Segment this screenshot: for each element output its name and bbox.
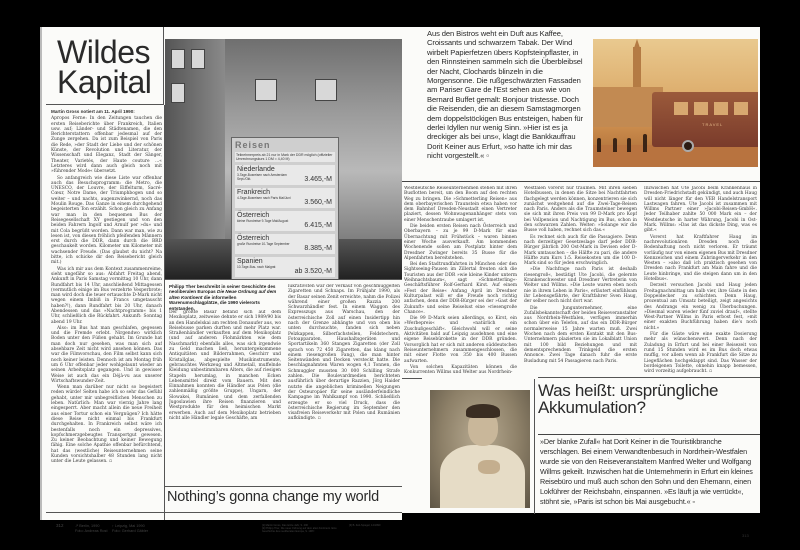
article-paragraph: Westdeutsche Reiseunternehmen stehen mit ihren Busflotten bereit, um den Boom auf den rechten Weg zu bringen. Die »Schmetterling Reisen« aus dem oberbayerischen Traunstein etwa haben vor dem Bahnhof Dresden-Neustadt einen Vertreter plaziert, dessen Wohnwagenanhänger stets von einer Menschentraube umlagert ist. <box>404 186 517 223</box>
sign-rows <box>235 165 335 277</box>
sign-description: 3-Tage-Busreisen nach Amsterdam Sept./Okt. <box>237 173 287 181</box>
article-paragraph: »Die Nachfrage nach Paris ist deshalb riesengroß«, bestätigt Ute Jacobi, die gelernte Krankenschwester und Dresdner Vertreterin von Welter und Willms. »Die Leute waren eben noch nie in ihrem Leben in Paris«, erläutert einfühlsam ihr Lebensgefährte, der Kraftfahrer Sven Haug, der selber noch nicht dort war. <box>524 267 637 305</box>
photo-bus <box>652 92 758 147</box>
sign-price-row <box>235 211 335 231</box>
caption-block <box>169 284 281 311</box>
sign-destination: Spanien <box>237 258 263 265</box>
sign-price-row <box>235 188 335 208</box>
sign-description: 10-Tage-Bus- nach Malgrat <box>237 265 276 269</box>
page-number-left: 312 <box>56 523 64 528</box>
bus-window <box>734 102 748 115</box>
byline: Martin Gross notiert am 11. April 1990: <box>51 109 135 114</box>
sign-description: große Rundreise 10-Tage September <box>237 242 290 246</box>
source-note-1: [1] Martin Gross, Das letzte Jahr, S. 290 <box>262 524 308 527</box>
portrait-hair <box>466 404 500 418</box>
caption-book-title: Die Neue Ordnung auf dem alten Kontinent <box>169 289 277 300</box>
article-paragraph: Inzwischen hat Ute Jacobi beim Krankenhaus in Dresden-Friedrichstadt gekündigt, und auch Haug will nicht länger für den VEB Handelstransport Lastwagen fahren. Ute Jacobi ist zusammen mit Willms Partner einer »Jacobi-Reisen-GmbH«. Jeder Teilhaber zahlte 50 000 Mark ein – der Westdeutsche in harter Währung, Jacobi in Ost-Mark. Willms: »Das ist das dickste Ding, was es gibt.« <box>644 186 757 234</box>
left-page <box>40 27 402 534</box>
bus-window <box>694 102 708 115</box>
photo-caption-2: ↑ Leipzig, Mai 1990 <box>112 524 145 528</box>
source-notes <box>262 524 347 533</box>
right-column-3 <box>644 186 757 386</box>
article-paragraph: Was ich mir aus dem Kontext zusammenreime, sieht ungefähr so aus: Abfahrt Freitag abend, Ankunft in Paris Samstag vormittag 10 Uhr, dann Rundfahrt bis 14 Uhr, anschließend Mittagessen (vermutlich einige im Bus verzehrte Vesperbrote; man wird doch die teuer ertauschte D-Mark nicht wegen einem Imbiß in Francs umgetauscht haben?!), dann Rundfahrt bis 20 Uhr, danach Abendessen und das »Nachtprogramm« bis 1 Uhr, schließlich die Rückfahrt. Ankunft: Sonntag abend 19 Uhr. <box>51 266 162 325</box>
bus-wheel <box>682 140 694 152</box>
column-rule <box>164 105 165 520</box>
article-paragraph: Von solchen Kapazitäten können die Konkurrenten Willms und Welter aus Nordrhein- <box>404 364 517 376</box>
margin-rule <box>402 378 422 379</box>
title-line-1: Wildes <box>57 34 151 70</box>
paris-bus-photo <box>593 39 758 167</box>
sign-price: 8.385,-M <box>304 245 332 252</box>
section-text: »Der blanke Zufall« hat Dorit Keiner in die Touristikbranche verschlagen. Bei einem Verwandtenbesuch in Nordrhein-Westfalen wurde sie von den Reiseveranstaltern Manfred Welter und Wolfgang Willms gekeilt. Inzwischen hat die Unternehmerin in Erfurt ein kleines Reisebüro und muß auch schon den Sohn und den Ehemann, einen Lokführer der Reichsbahn, einspannen. »Es läuft ja wie verrückt«, stöhnt sie, »Paris ist schon bis Mai ausgebucht.« ▫ <box>540 437 753 506</box>
sign-destination: Niederlande <box>237 166 275 173</box>
article-paragraph: Derzeit versuchen Jacobi und Haug jeden Freitagnachmittag um halb vier, ihre Gäste in den Doppeldecker zu schichten. Denn Haug, prozentual am Umsatz beteiligt, zeigt angesichts des Andrangs ein wenig zu Überbuchungen. »Diesmal waren wieder fünf zuviel drauf«, stellte West-Partner Willms in Paris erbost fest, »mit einer exakten Buchführung haben die’s noch nicht.« <box>644 283 757 331</box>
photo-window-pane <box>171 83 185 103</box>
price-sign-board <box>231 137 339 279</box>
sign-description: 4-Tage-Busreisen nach Paris Mai/Juni <box>237 196 291 200</box>
page-title <box>46 27 163 100</box>
bus-label: TRAVEL <box>702 122 724 127</box>
portrait-hand <box>478 460 500 474</box>
section-title-akkumulation: Was heißt: ursprüngliche Akkumulation? <box>538 381 719 417</box>
bus-window <box>674 102 688 115</box>
sign-destination: Österreich <box>237 235 270 242</box>
middle-column-2 <box>288 284 400 484</box>
sign-price: 3.560,-M <box>304 199 332 206</box>
caption-lead-text: die informellen Warenumschlagplätze, die 1990 vielerorts entstanden. <box>169 294 260 311</box>
sign-price-row <box>235 234 335 254</box>
title-box <box>46 27 164 105</box>
photo-credit-2 <box>112 524 148 533</box>
article-paragraph: So anfangreich wie diese Liste war offenbar auch das Besuchsprogramm: die Metro, die UNESCO, der Louvre, der Eiffelturm, Sacré-Cœur, Notre Dame, der Triumphbogen und so weiter – und nachts, augenzwinkernd, noch das Moulin Rouge. Das Ganze in einem durchgehend begeisterten Ton erzählt. Schon gleich zu Anfang war man in den bequemen Bus der Reisegesellschaft XY gestiegen und von den beiden Fahrern Ingolf und Arnulf per »du« und mit Cola begrüßt worden. Dann war man, wie zu lesen ist, von diesen fröhlich pfeifenden Männern erst durch die DDR, dann durch die BRD geschaukelt worden. Kilometer um Kilometer mit wachsender Freude. (Das glaubst du nicht? Na bitte, ich schicke dir den Reisebericht gleich mit.) <box>51 175 162 266</box>
bus-window <box>714 102 728 115</box>
caption-lead <box>169 284 281 311</box>
travel-agency-window-photo <box>165 39 403 279</box>
article-paragraph: Die Jungunternehmer, eine Zufallsbekanntschaft der beiden Reiseveranstalter aus Nordrhein-Westfalen, verfügen immerhin schon über ein Telefon, auf das ein DDR-Bürger normalerweise 15 Jahre warten muß. Zwei Wochen nach dem ersten Kontakt mit den Bus-Unternehmern plazierten sie im Lokalblatt Union mit 100 bild Beziehungen und mit dementsprechendem Trinkgeld die ersten Annonce. Zwei Tage danach fuhr die erste Busladung mit 54 Passagieren nach Paris. <box>524 305 637 364</box>
photo-window-pane <box>191 49 205 69</box>
photo-rule <box>165 279 404 280</box>
article-paragraph: Der größte Basar befand sich auf dem Mexikoplatz, zeitweise dehnte er sich 1989/90 bis an den Handelskai am rechten Donauufer aus, wo Reisebusse parken durften und mehr Platz war. Straßenhändler verkauften auf dem Mexikoplatz (und auf anderen Flohmärkten wie dem Naschmarkt) ebenfalls alles, was sich irgendwie zu Geld machen ließ, heruntergekommene Antiquitäten und Bilderrahmen, Geschirr und Kristallglas, abgespielte Musikinstrumente, gebrauchtes Werkzeug und Altmetall, muffelnde Kleidung unbestimmbaren Alters, die auf riesigen Stapeln herumlag, in manchen Ecken Lebensmittel direkt vom Bauern. Mit den Einnahmen konnten die Händler aus Polen (die zahlenmäßig größte Gruppe), Ungarn, der Slowakei, Rumänien und dem zerfallenden Jugoslawien ihre Reisen finanzieren und Westprodukte für den heimischen Markt erwerben. Auch auf dem Mexikoplatz betrieben nicht alle Händler legale Geschäfte, am <box>169 310 281 421</box>
photo-ground <box>593 145 758 167</box>
photo-person <box>627 138 631 152</box>
photo-credit-text-2: Foto: Gerhard Gäbler <box>112 528 149 533</box>
article-paragraph: Die 99 D-Mark seien allerdings, so Kirst, ein »Werbepreis« und »natürlich ein Zuschußgeschäft«. Gleichwohl will er seine Aktivitäten bald auf Leipzig ausdehnen und eine eigene Reisebürokette in der DDR gründen. Vorsorglich hat er sich mit anderen süddeutschen Reiseunternehmern zusammengeschlossen, die mit einer Flotte von 350 bis 400 Bussen aufwarten. <box>404 316 517 364</box>
title-rule <box>165 486 404 487</box>
sign-description: kleine Rundreise 9-Tage Mai/August <box>237 219 289 223</box>
article-paragraph: Bei den Stadtrundfahrten in München oder den Sightseeing-Pausen im Zillertal freuten sich die Touristen aus der DDR »wie kleine Kinder unterm Weihnachtsbaum«, sagt »Schmetterling«-Geschäftsführer Rolf-Gerhard Kirst. Auf einem »Fest der Reise« Anfang April im Dresdner Kulturpalast will er die Freude noch richtig anfachen, denn der DDR-Bürger sei der »Gast der Zukunft« und seine Reiselust eine »riesengroße Chance«. <box>404 262 517 315</box>
sign-destination: Österreich <box>237 212 270 219</box>
lead-rule <box>402 181 760 182</box>
source-note-2: [2] Philipp Ther, Die neue Ordnung auf dem alten Kontinent. Eine Geschichte des neoliberalen Europa, S. 198 f. <box>262 527 337 534</box>
article-paragraph: Vorerst hat Kraftfahrer Haug im nachrevolutionären Dresden noch die Bodenhaftung noch nicht verloren. Er träumt vorläufig nur von einem eigenen Bus mit Dresdner Kennzeichen und einem Zubringerverkehr in den Westen – »also daß ich praktisch gesehen von Dresden nach Frankfurt am Main fahre und die Leute hinbringe, und die steigen dann um in den Hotelbus«. <box>644 234 757 283</box>
section-title-nothing: Nothing’s gonna change my world <box>167 489 379 505</box>
photo-caption-1: ↗ Berlin, 1990 <box>75 524 100 528</box>
right-page <box>402 27 760 538</box>
photo-person <box>597 138 601 152</box>
left-article-column <box>51 109 162 509</box>
page-number-right: 313 <box>742 533 749 538</box>
photo-window-pane <box>255 79 277 101</box>
article-paragraph: Westfalen vorerst nur träumen. Mit ihren sieben Hotelbussen, in denen die Sitze bei Nachtfahrten flachgelegt werden können, konzentrieren sie sich zunächst weitgehend auf die Zwei-Tage-Reisen nach Paris. Anders als die Traumsteiner bewegen sie sich mit ihren Preis von 99 D-Mark pro Kopf bei Vollpension und Nachtigung im Bus, schon in den schwarzen Zahlen. Welter: »Solange wir die Busse voll haben, rechnet sich das.« <box>524 186 637 234</box>
photo-credit-text-1: Foto: Andreas Rost <box>75 528 108 533</box>
photo-credit-1 <box>75 524 108 533</box>
article-paragraph: Es rechnet sich auch für die Passagiere. Denn nach derzeitiger Gesetzeslage darf jeder DDR-Bürger jährlich 200 Ost-Mark in Devisen oder D-Mark umtauschen – die Hälfte zu pari, die andere Hälfte zum Kurs 1:5. Reisekosten um die 100 D-Mark sind so für jeden erschwinglich. <box>524 234 637 267</box>
footer-rule <box>46 512 404 513</box>
right-column-2 <box>524 186 637 381</box>
sign-price: 3.465,-M <box>304 176 332 183</box>
article-paragraph: Wenn man darüber nur nicht so begeistert reden würde! Selten habe ich so sehr das Gefühl gehabt, unter mir unbegreiflichen Menschen zu leben. Natürlich: Man war vierzig Jahre lang eingesperrt. Aber macht allein die neue Freiheit aus einer Tortur schon ein Vergnügen? Ich hätte diese Reise nicht einmal bis Frankfurt durchgehalten. In Frankreich selbst wäre ich bestenfalls noch ein depressives, kopfschmerzgebeugtes Transportgut gewesen. Zu keiner Beobachtung und keiner Bewegung fähig. Eine solche Apathie offenbar befürchtend, hat das (westliche) Reiseunternehmen seine Kunden vorsichtshalber 48 Stunden lang nicht unter die Leute gelassen. ▫ <box>51 385 162 465</box>
article-paragraph: lukrativsten war der Verkauf von geschmuggelten Zigaretten und Schnaps. Im Frühjahr 1990, als der Basar seinen Zenit erreichte, nahm die Polizei während einer großen Razzia 200 Schwarzhändler fest. In einem Waggon des Expresszugs aus Warschau, den der österreichische Zoll auf einen Insidertipp hin nach der Grenze abhängte und von oben bis unten durchsuchte, fanden sich neben Pelzkappen, Silberfachsteilen, Feldstechern, Fotoapparaten, Haushaltsgeräten und Sportartikeln 360 Stangen Zigaretten (der Zoll sprach von 72 450 Zigaretten, das klang nach einem riesengroßen Fang), die man hinter Seitenwänden und Decken versteckt hatte. Die beschlagnahmten Waren wogen 4,1 Tonnen, die Schmuggler mussten 30 000 Schilling Strafe zahlen. Die Boulevardmedien berichteten ausführlich über derartige Razzien, Jörg Haider nutzte die angeblichen kriminellen Neigungen der Osteuropäer für seine ausländerfeindliche Kampagne im Wahlkampf von 1990. Schließlich erzeugte er so viel Druck, dass die österreichische Regierung im September den visafreien Reiseverkehr mit Polen und Rumänien aufkündigte. ▫ <box>288 284 400 422</box>
article-paragraph: Für die Gäste wäre eine exakte Dosierung mehr als wünschenswert. Denn nach der Zuladung in Erfurt und bei einer Reisezeit von rund 15 Stunden wird es im Bus doch etwas muffig, vor allem wenn ab Frankfurt die Sitze zu Liegeflächen hochgeklappt sind. Das Wasser der bordeigenen Toilette, ohnehin knapp bemessen, wird vorzeitig aufgebraucht. ▫ <box>644 332 757 375</box>
sign-price: ab 3.520,-M <box>294 268 332 275</box>
photo-person <box>613 138 617 152</box>
sign-price-row <box>235 165 335 185</box>
section-title-rule <box>538 434 760 435</box>
sign-note: Teilnehmerpreis ab 21 nur in Mark der DDR möglich (offizieller Umrechnungskurs 1 DM = 4,40 M) <box>235 152 335 162</box>
article-paragraph: Also: im Bus hat man geschlafen, gegessen und die Fremde erlebt. Nirgendwo wirklich Boden unter den Füßen gehabt. Im Grunde hat man doch nur gesehen, was man sich auf absehbare Zeit nicht wird ansehen können. Das war die Filmvorschau, den Film selbst kann sich noch keiner leisten. Dennoch ist am Montag früh um 6 Uhr offenbar jeder wohlgelaunt wieder an seinen Arbeitsplatz gegangen. Und in gewisser Weise ist auch das ein Déjà-vu aus unserer Wirtschaftswunder-Zeit. <box>51 325 162 384</box>
title-line-2: Kapital <box>57 64 152 100</box>
middle-column-1 <box>169 310 281 485</box>
article-paragraph: Apropos Ferne: In den Zeitungen tauchen die ersten Reiseberichte über Frankreich, Italien usw. auf; Länder- und Städtenamen, die den Berichterstattern offenbar jedesmal auf der Zunge zergehen. Da ist zum Beispiel von Paris die Rede, »der Stadt der Liebe und der schönen Künste, der Revolution und Literatur, der Wissenschaft und Eleganz, Stadt der Sänger, Theater, Varietés, der Haute couture ...« Letzteres wird dann auch gleich noch mit »führender Mode« übersetzt. <box>51 116 162 175</box>
sign-price: 6.415,-M <box>304 222 332 229</box>
sign-header: Reisen <box>235 140 271 150</box>
section-rule <box>538 377 760 378</box>
photo-window-pane <box>171 49 185 69</box>
sign-price-row <box>235 257 335 277</box>
right-column-1 <box>404 186 517 381</box>
photo-window-pane <box>315 79 337 101</box>
article-paragraph: Die beiden ersten Reisen nach Österreich und Oberbayern – zu je 99 D-Mark für eine Übernachtung mit Frühstück – waren binnen einer Woche ausverkauft. Am kommenden Wochenende sollen am Postplatz hinter dem Dresdner Zwinger bereits 35 Busse für die Alpenfahrten bereitstehen. <box>404 224 517 261</box>
portrait-shirt <box>440 445 525 508</box>
portrait-rule <box>534 379 535 514</box>
caption-lead-text: Philipp Ther beschreibt in seiner Geschichte des neoliberalen Europas <box>169 284 276 295</box>
left-column-body <box>51 116 162 464</box>
lead-paragraph: Aus den Bistros weht ein Duft aus Kaffee, Croissants und schwarzem Tabak. Der Wind wirbelt Papierfetzen übers Kopfsteinpflaster, in den Rinnsteinen sammeln sich die Überbleibsel der Nacht, Clochards blinzeln in die Morgensonne. Die rußgeschwärzten Fassaden am Pariser Gare de l’Est sehen aus wie von Bernard Buffet gemalt: Bonjour tristesse. Doch die Reisenden, die an diesem Samstagmorgen dem doppelstöckigen Bus entsteigen, haben für derlei Idyllen nur wenig Sinn. »Hier ist es ja dreckiger als bei uns«, klagt die Bankkauffrau Dorit Keiner aus Erfurt, »so hatte ich mir das nicht vorgestellt.« ▫ <box>427 29 583 161</box>
source-note-3: [3] B. Zeit-Spiegel, 14/1990 <box>349 524 381 527</box>
balzac-portrait-photo <box>430 390 530 508</box>
sign-destination: Frankreich <box>237 189 271 196</box>
photo-person <box>643 134 647 152</box>
